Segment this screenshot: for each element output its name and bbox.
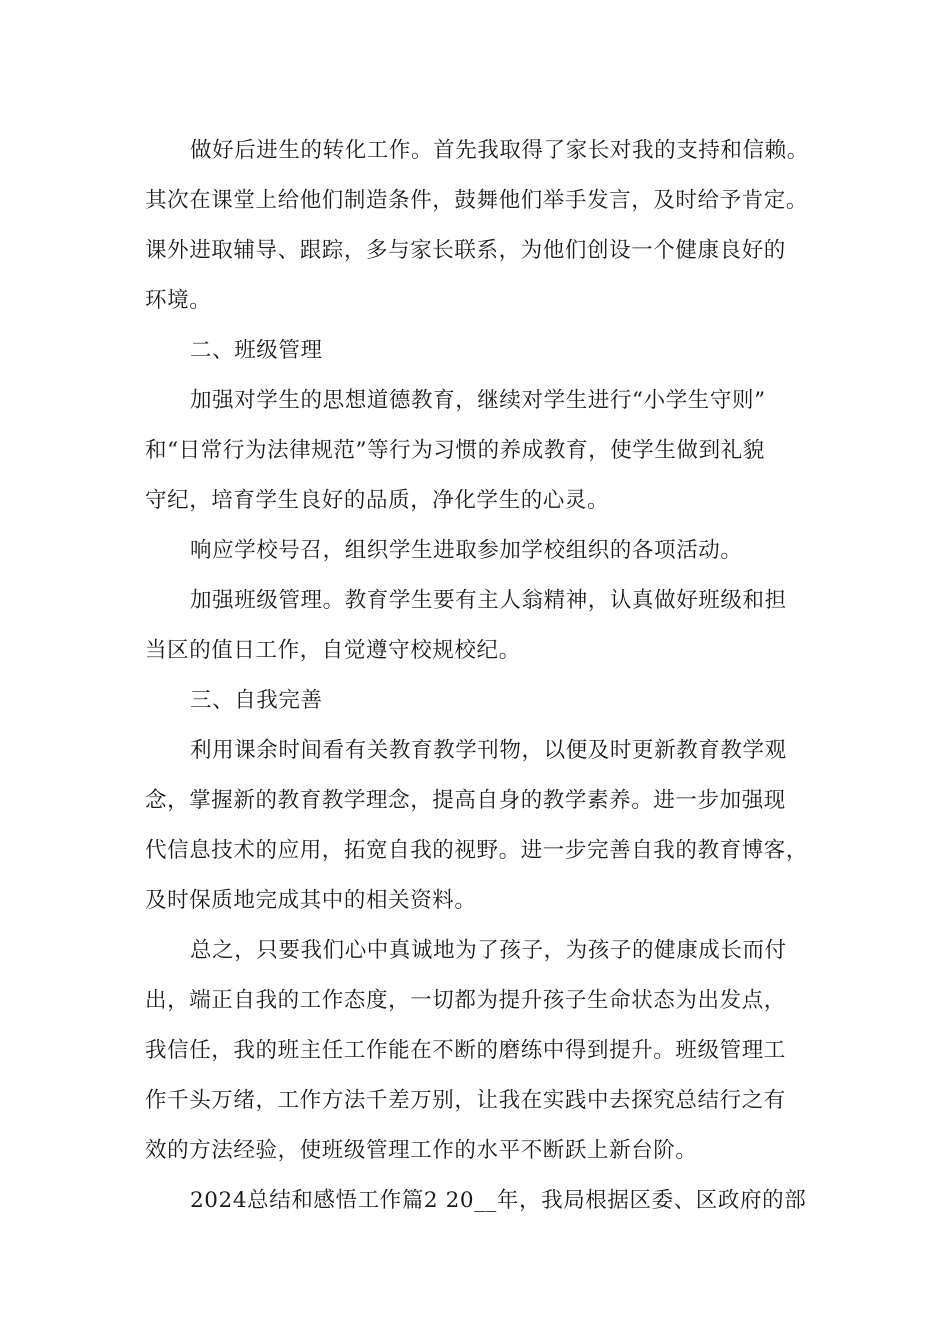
paragraph-line: 响应学校号召，组织学生进取参加学校组织的各项活动。 bbox=[190, 538, 743, 563]
paragraph-line: 课外进取辅导、跟踪，多与家长联系，为他们创设一个健康良好的 bbox=[145, 238, 786, 263]
paragraph-line: 总之，只要我们心中真诚地为了孩子，为孩子的健康成长而付 bbox=[190, 938, 787, 963]
paragraph-line: 代信息技术的应用，拓宽自我的视野。进一步完善自我的教育博客， bbox=[145, 838, 809, 863]
paragraph-line: 及时保质地完成其中的相关资料。 bbox=[145, 888, 477, 913]
paragraph-line: 加强对学生的思想道德教育，继续对学生进行“小学生守则” bbox=[190, 388, 766, 413]
paragraph-line: 当区的值日工作，自觉遵守校规校纪。 bbox=[145, 638, 521, 663]
paragraph-line: 作千头万绪，工作方法千差万别，让我在实践中去探究总结行之有 bbox=[145, 1088, 786, 1113]
section-heading: 三、自我完善 bbox=[190, 688, 323, 713]
paragraph-line: 做好后进生的转化工作。首先我取得了家长对我的支持和信赖。 bbox=[190, 138, 809, 163]
paragraph-line: 加强班级管理。教育学生要有主人翁精神，认真做好班级和担 bbox=[190, 588, 787, 613]
paragraph-line: 我信任，我的班主任工作能在不断的磨练中得到提升。班级管理工 bbox=[145, 1038, 786, 1063]
paragraph-line: 念，掌握新的教育教学理念，提高自身的教学素养。进一步加强现 bbox=[145, 788, 786, 813]
section-heading: 二、班级管理 bbox=[190, 338, 323, 363]
paragraph-line: 2024总结和感悟工作篇2 20__年，我局根据区委、区政府的部 bbox=[190, 1188, 807, 1213]
paragraph-line: 效的方法经验，使班级管理工作的水平不断跃上新台阶。 bbox=[145, 1138, 698, 1163]
paragraph-line: 和“日常行为法律规范”等行为习惯的养成教育，使学生做到礼貌 bbox=[145, 438, 765, 463]
paragraph-line: 环境。 bbox=[145, 288, 212, 313]
paragraph-line: 利用课余时间看有关教育教学刊物，以便及时更新教育教学观 bbox=[190, 738, 787, 763]
paragraph-line: 其次在课堂上给他们制造条件，鼓舞他们举手发言，及时给予肯定。 bbox=[145, 188, 809, 213]
paragraph-line: 守纪，培育学生良好的品质，净化学生的心灵。 bbox=[145, 488, 610, 513]
paragraph-line: 出，端正自我的工作态度，一切都为提升孩子生命状态为出发点， bbox=[145, 988, 786, 1013]
